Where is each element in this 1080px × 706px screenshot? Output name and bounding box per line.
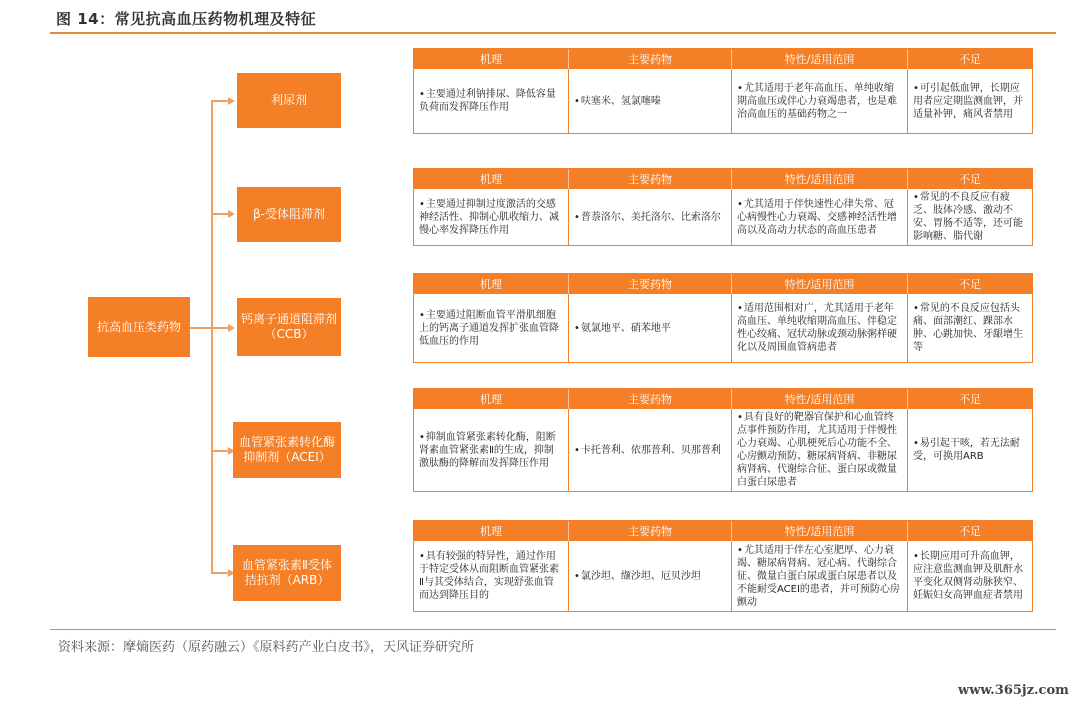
cell-scope: • 适用范围相对广，尤其适用于老年高血压、单纯收缩期高血压、伴稳定性心绞痛、冠状动脉或颈动脉粥样硬化以及周围血管病患者 [732, 294, 908, 362]
cell-mechanism: • 抑制血管紧张素转化酶，阻断肾素血管紧张素Ⅱ的生成，抑制激肽酶的降解而发挥降压作用 [414, 409, 569, 491]
table-row [414, 294, 1032, 362]
cell-scope: • 尤其适用于伴快速性心律失常、冠心病慢性心力衰竭、交感神经活性增高以及高动力状态的高血压患者 [732, 189, 908, 245]
figure-title: 图 14：常见抗高血压药物机理及特征 [56, 10, 317, 28]
branch-connector [211, 100, 228, 102]
header-scope: 特性/适用范围 [732, 521, 908, 541]
table-header [414, 49, 1032, 69]
cell-shortcomings: • 易引起干咳，若无法耐受，可换用ARB [908, 409, 1032, 491]
branch-connector [211, 450, 228, 452]
source-note: 资料来源：摩熵医药（原药融云）《原料药产业白皮书》，天风证券研究所 [58, 640, 475, 655]
detail-table-beta-blocker [413, 168, 1033, 246]
header-drugs: 主要药物 [569, 274, 732, 294]
header-shortcomings: 不足 [959, 393, 981, 406]
table-header [414, 274, 1032, 294]
category-node-diuretic: 利尿剂 [237, 73, 341, 128]
detail-table-diuretic [413, 48, 1033, 134]
header-mechanism: 机理 [414, 521, 569, 541]
table-row [414, 541, 1032, 611]
branch-arrow [228, 210, 235, 218]
header-shortcomings: 不足 [959, 53, 981, 66]
branch-arrow [228, 97, 235, 105]
trunk-line [211, 100, 213, 573]
cell-mechanism: • 主要通过抑制过度激活的交感神经活性、抑制心肌收缩力、减慢心率发挥降压作用 [414, 189, 569, 245]
detail-table-acei [413, 388, 1033, 492]
cell-drugs: • 普萘洛尔、美托洛尔、比索洛尔 [569, 189, 732, 245]
branch-arrow [228, 324, 235, 332]
cell-shortcomings: • 常见的不良反应有疲乏、肢体冷感、激动不安、胃肠不适等，还可能影响糖、脂代谢 [908, 189, 1032, 245]
cell-drugs: • 呋塞米、氢氯噻嗪 [569, 69, 732, 133]
cell-shortcomings: • 可引起低血钾，长期应用者应定期监测血钾，并适量补钾，痛风者禁用 [908, 69, 1032, 133]
header-scope: 特性/适用范围 [732, 389, 908, 409]
category-node-arb: 血管紧张素Ⅱ受体 拮抗剂（ARB） [233, 545, 341, 601]
category-node-beta-blocker: β-受体阻滞剂 [237, 187, 341, 242]
header-scope: 特性/适用范围 [732, 274, 908, 294]
branch-connector [211, 572, 228, 574]
cell-drugs: • 卡托普利、依那普利、贝那普利 [569, 409, 732, 491]
header-shortcomings: 不足 [959, 173, 981, 186]
branch-connector [211, 213, 228, 215]
table-row [414, 69, 1032, 133]
detail-table-ccb [413, 273, 1033, 363]
table-header [414, 521, 1032, 541]
cell-mechanism: • 主要通过利钠排尿、降低容量负荷而发挥降压作用 [414, 69, 569, 133]
cell-scope: • 尤其适用于伴左心室肥厚、心力衰竭、糖尿病肾病、冠心病、代谢综合征、微量白蛋白尿或蛋白尿患者以及不能耐受ACEI的患者，并可预防心房颤动 [732, 541, 908, 611]
header-shortcomings: 不足 [959, 278, 981, 291]
cell-scope: • 尤其适用于老年高血压、单纯收缩期高血压或伴心力衰竭患者，也是难治高血压的基础药物之一 [732, 69, 908, 133]
header-drugs: 主要药物 [569, 169, 732, 189]
header-drugs: 主要药物 [569, 389, 732, 409]
branch-connector [211, 327, 228, 329]
header-mechanism: 机理 [414, 49, 569, 69]
cell-mechanism: • 主要通过阻断血管平滑肌细胞上的钙离子通道发挥扩张血管降低血压的作用 [414, 294, 569, 362]
root-node: 抗高血压类药物 [88, 297, 190, 357]
header-scope: 特性/适用范围 [732, 49, 908, 69]
table-header [414, 169, 1032, 189]
table-row [414, 189, 1032, 245]
cell-mechanism: • 具有较强的特异性，通过作用于特定受体从而阻断血管紧张素Ⅱ与其受体结合，实现舒张血管而达到降压目的 [414, 541, 569, 611]
header-mechanism: 机理 [414, 389, 569, 409]
category-node-ccb: 钙离子通道阻滞剂 （CCB） [237, 298, 341, 356]
header-shortcomings: 不足 [959, 525, 981, 538]
header-drugs: 主要药物 [569, 521, 732, 541]
cell-drugs: • 氨氯地平、硝苯地平 [569, 294, 732, 362]
cell-shortcomings: • 长期应用可升高血钾，应注意监测血钾及肌酐水平变化双侧肾动脉狭窄、妊娠妇女高钾血症者禁用 [908, 541, 1032, 611]
table-row [414, 409, 1032, 491]
watermark: www.365jz.com [958, 683, 1069, 698]
table-header [414, 389, 1032, 409]
source-rule [50, 629, 1056, 630]
detail-table-arb [413, 520, 1033, 612]
header-mechanism: 机理 [414, 274, 569, 294]
header-drugs: 主要药物 [569, 49, 732, 69]
category-node-acei: 血管紧张素转化酶 抑制剂（ACEI） [233, 422, 341, 478]
cell-shortcomings: • 常见的不良反应包括头痛、面部潮红、踝部水肿、心跳加快、牙龈增生等 [908, 294, 1032, 362]
cell-scope: • 具有良好的靶器官保护和心血管终点事件预防作用，尤其适用于伴慢性心力衰竭、心肌梗死后心功能不全、心房颤动预防、糖尿病肾病、非糖尿病肾病、代谢综合征、蛋白尿或微量白蛋白尿患者 [732, 409, 908, 491]
header-scope: 特性/适用范围 [732, 169, 908, 189]
cell-drugs: • 氯沙坦、缬沙坦、厄贝沙坦 [569, 541, 732, 611]
root-connector [190, 327, 212, 329]
title-rule [50, 32, 1056, 34]
header-mechanism: 机理 [414, 169, 569, 189]
